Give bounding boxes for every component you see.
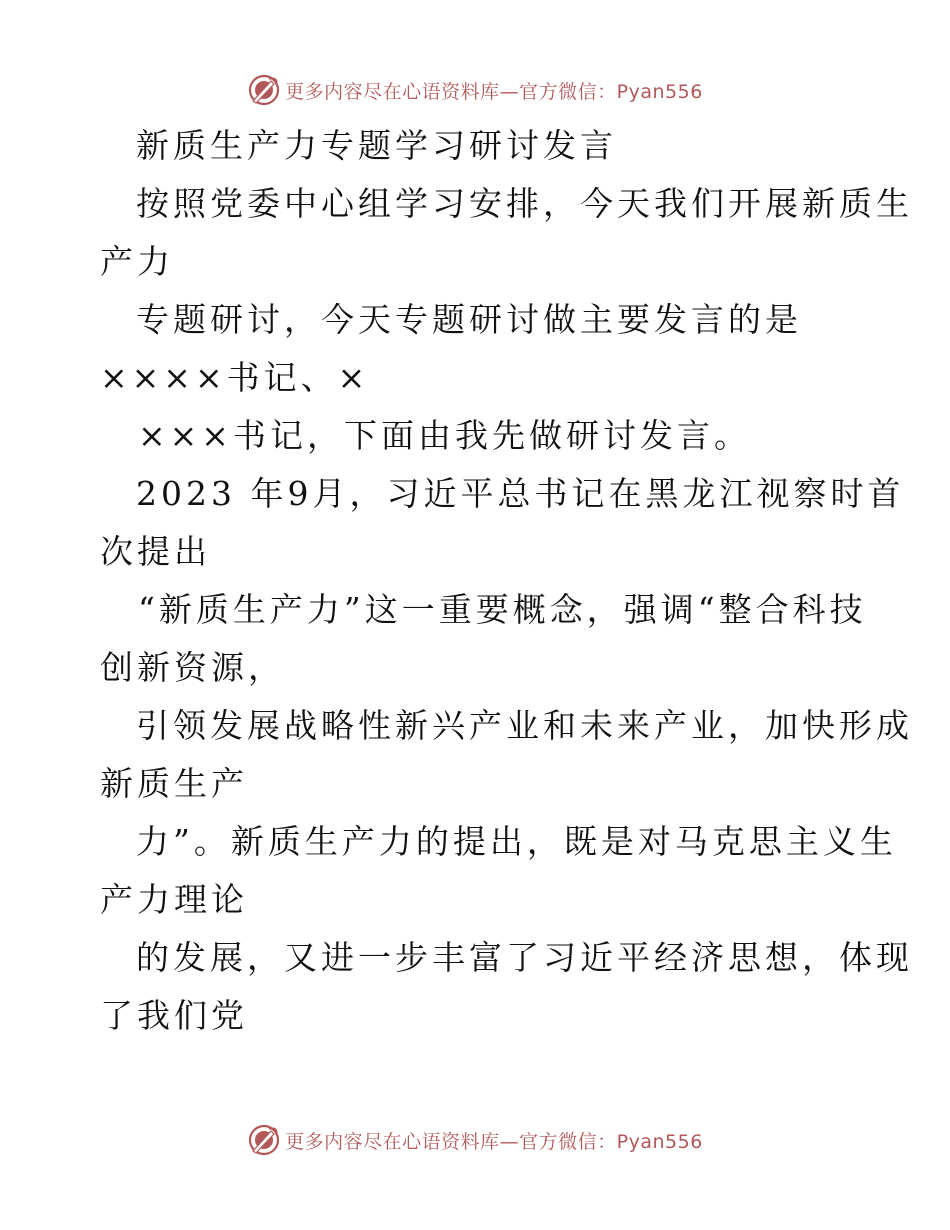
watermark-banner-top xyxy=(0,70,950,110)
paragraph-line: 创新资源， xyxy=(100,648,285,687)
paragraph-line: 次提出 xyxy=(100,532,211,571)
watermark-text: 更多内容尽在心语资料库—官方微信：Pyan556 xyxy=(285,80,703,103)
paragraph-line: 产力 xyxy=(100,242,174,281)
document-body xyxy=(98,117,913,1045)
quill-seal-logo-icon xyxy=(247,73,281,107)
paragraph-line: 2023 年9月，习近平总书记在黑龙江视察时首 xyxy=(136,474,905,513)
quill-seal-logo-icon xyxy=(247,1123,281,1157)
paragraph-line: 了我们党 xyxy=(100,996,248,1035)
paragraph-line: 专题研讨，今天专题研讨做主要发言的是 xyxy=(136,300,802,339)
paragraph-line: 按照党委中心组学习安排，今天我们开展新质生 xyxy=(136,184,913,223)
document-title: 新质生产力专题学习研讨发言 xyxy=(136,126,617,165)
paragraph-line: 产力理论 xyxy=(100,880,248,919)
paragraph-line: 引领发展战略性新兴产业和未来产业，加快形成 xyxy=(136,706,913,745)
paragraph-line: 的发展，又进一步丰富了习近平经济思想，体现 xyxy=(136,938,913,977)
paragraph-line: ×××书记，下面由我先做研讨发言。 xyxy=(138,416,751,455)
paragraph-line: “新质生产力”这一重要概念，强调“整合科技 xyxy=(138,590,867,629)
watermark-text: 更多内容尽在心语资料库—官方微信：Pyan556 xyxy=(285,1130,703,1153)
paragraph-line: ××××书记、× xyxy=(100,358,370,397)
paragraph-line: 力”。新质生产力的提出，既是对马克思主义生 xyxy=(136,822,897,861)
paragraph-line: 新质生产 xyxy=(100,764,248,803)
watermark-banner-bottom xyxy=(0,1120,950,1160)
